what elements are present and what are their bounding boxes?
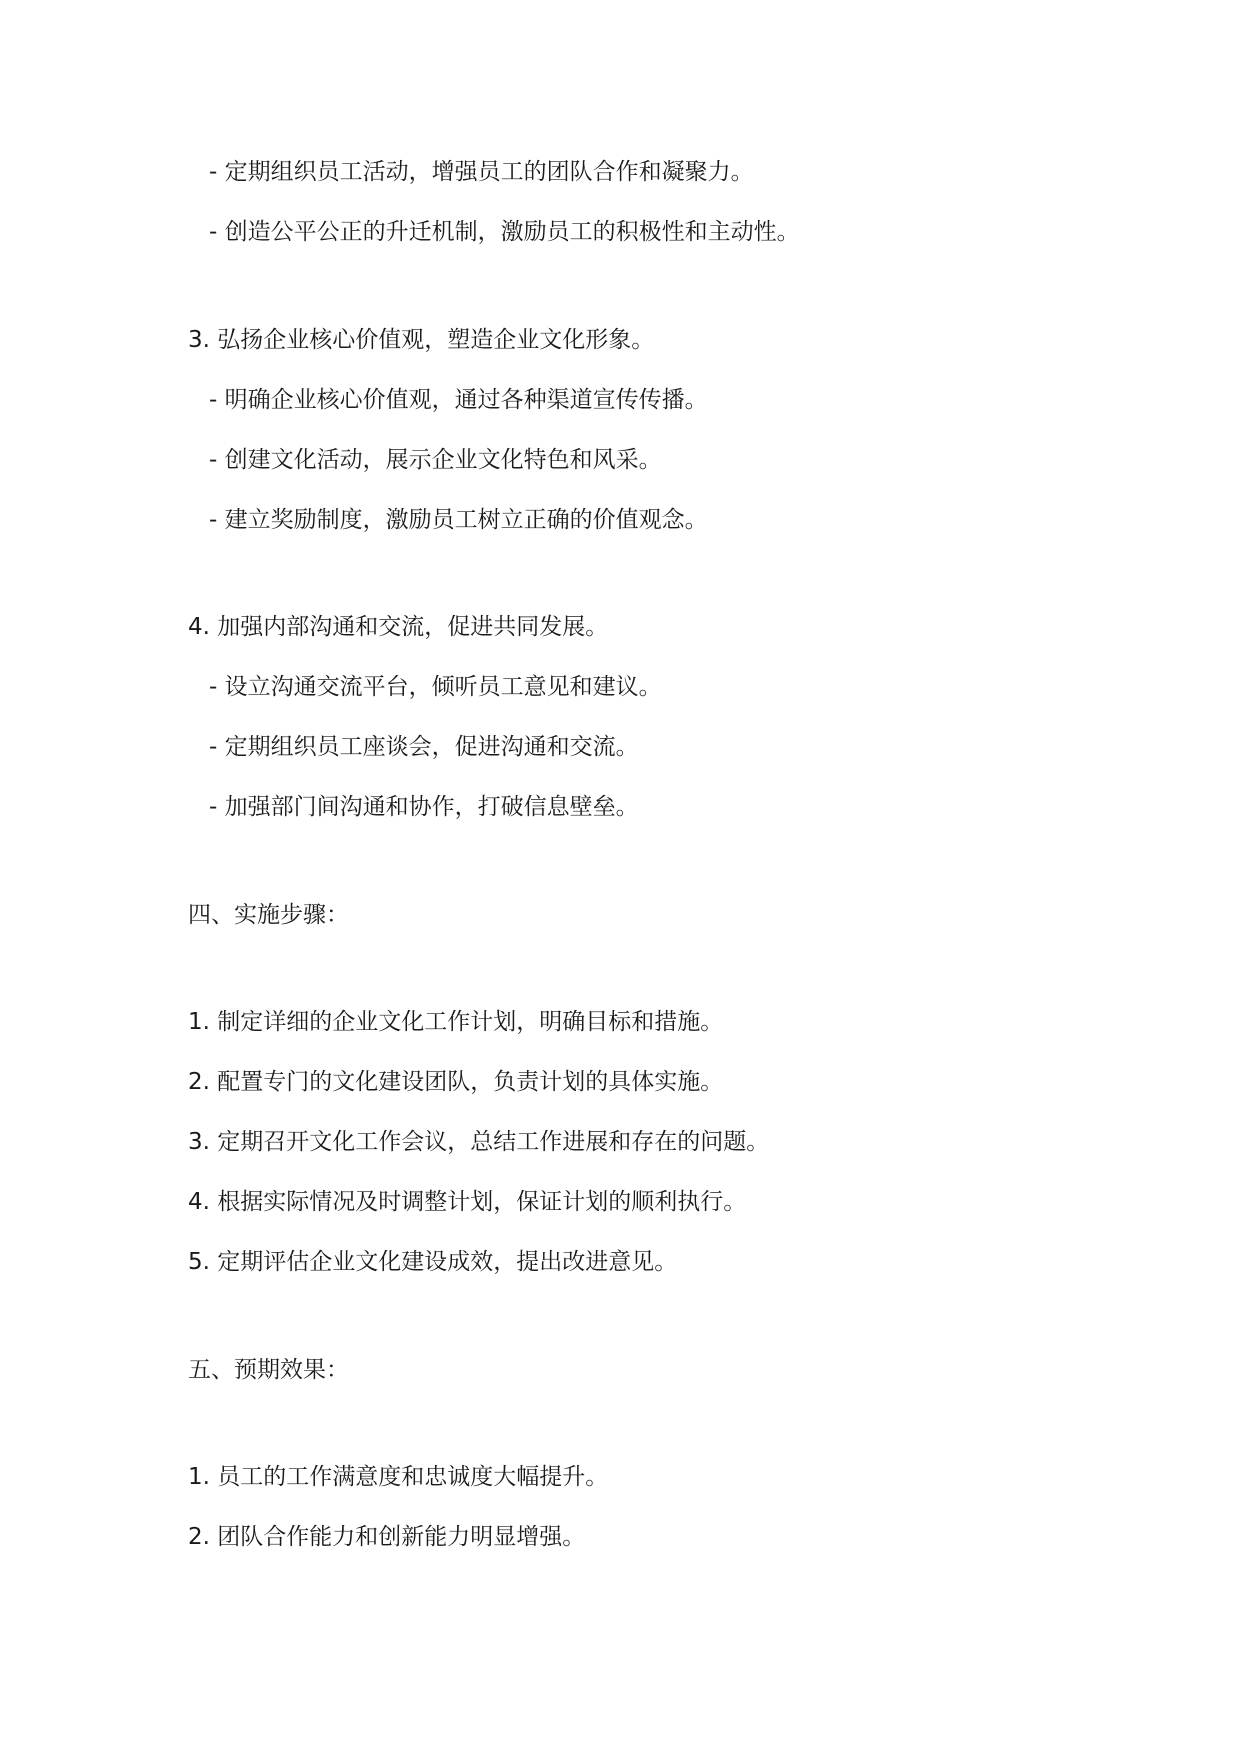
numbered-item: 5. 定期评估企业文化建设成效，提出改进意见。 bbox=[188, 1249, 678, 1275]
bullet-line: - 创造公平公正的升迁机制，激励员工的积极性和主动性。 bbox=[209, 219, 800, 245]
numbered-item: 4. 加强内部沟通和交流，促进共同发展。 bbox=[188, 614, 609, 640]
section-heading: 四、实施步骤： bbox=[188, 902, 349, 928]
bullet-line: - 加强部门间沟通和协作，打破信息壁垒。 bbox=[209, 794, 639, 820]
bullet-line: - 设立沟通交流平台，倾听员工意见和建议。 bbox=[209, 674, 662, 700]
bullet-line: - 定期组织员工活动，增强员工的团队合作和凝聚力。 bbox=[209, 159, 754, 185]
numbered-item: 2. 团队合作能力和创新能力明显增强。 bbox=[188, 1524, 586, 1550]
section-heading: 五、预期效果： bbox=[188, 1357, 349, 1383]
numbered-item: 3. 定期召开文化工作会议，总结工作进展和存在的问题。 bbox=[188, 1129, 770, 1155]
bullet-line: - 创建文化活动，展示企业文化特色和风采。 bbox=[209, 447, 662, 473]
bullet-line: - 明确企业核心价值观，通过各种渠道宣传传播。 bbox=[209, 387, 708, 413]
numbered-item: 2. 配置专门的文化建设团队，负责计划的具体实施。 bbox=[188, 1069, 724, 1095]
numbered-item: 1. 员工的工作满意度和忠诚度大幅提升。 bbox=[188, 1464, 609, 1490]
numbered-item: 1. 制定详细的企业文化工作计划，明确目标和措施。 bbox=[188, 1009, 724, 1035]
bullet-line: - 建立奖励制度，激励员工树立正确的价值观念。 bbox=[209, 507, 708, 533]
numbered-item: 3. 弘扬企业核心价值观，塑造企业文化形象。 bbox=[188, 327, 655, 353]
numbered-item: 4. 根据实际情况及时调整计划，保证计划的顺利执行。 bbox=[188, 1189, 747, 1215]
bullet-line: - 定期组织员工座谈会，促进沟通和交流。 bbox=[209, 734, 639, 760]
